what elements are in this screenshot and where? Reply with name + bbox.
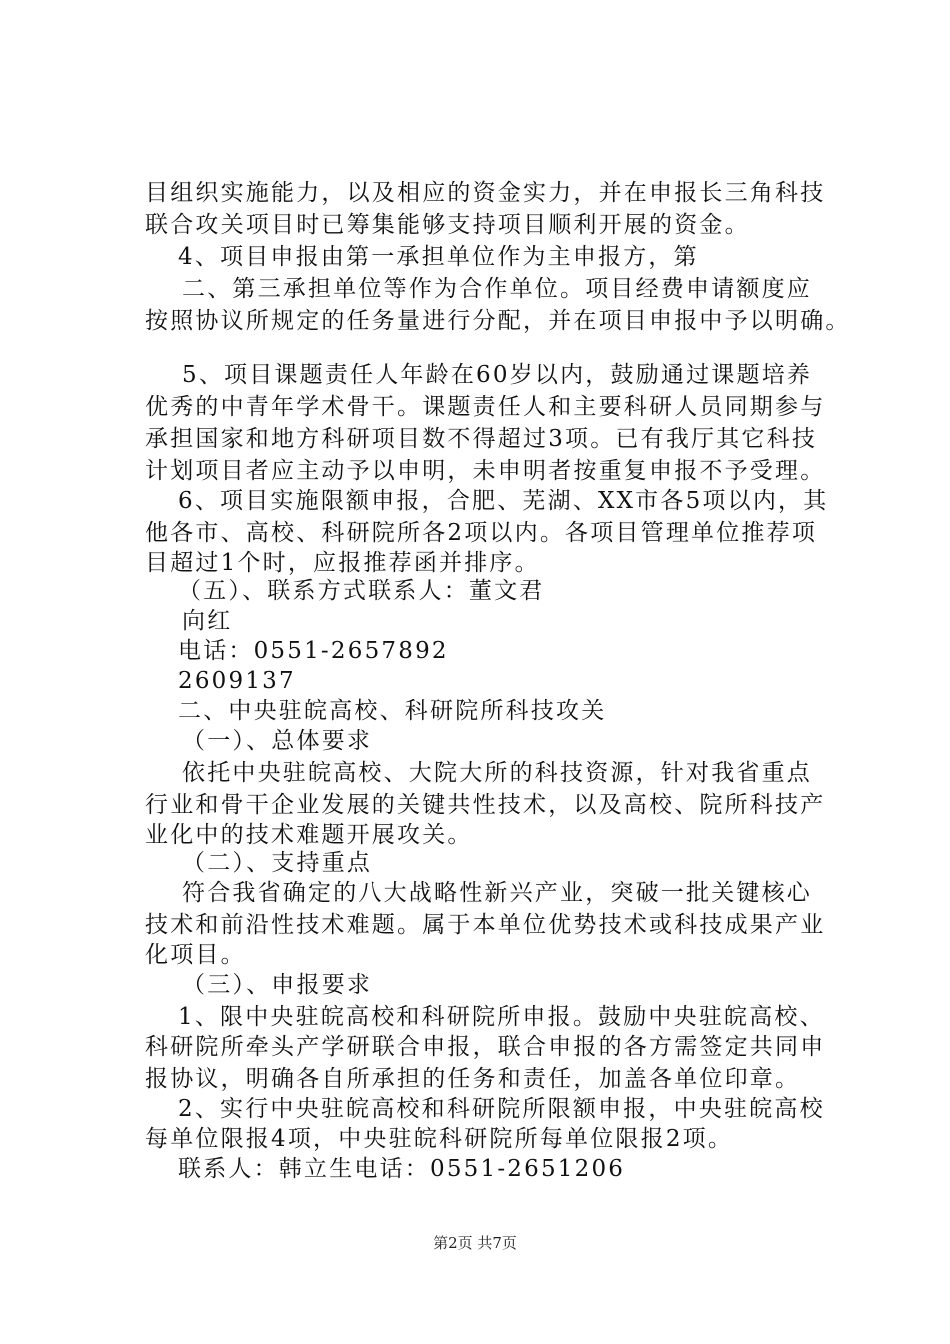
text-line: 业化中的技术难题开展攻关。	[145, 822, 473, 848]
text-line: 目超过1个时，应报推荐函并排序。	[145, 550, 540, 576]
text-line: 按照协议所规定的任务量进行分配，并在项目申报中予以明确。	[145, 308, 851, 334]
subsection-heading: （三）、申报要求	[182, 972, 373, 998]
text-line: 符合我省确定的八大战略性新兴产业，突破一批关键核心	[182, 880, 812, 906]
text-line: （五）、联系方式联系人：董文君	[178, 578, 545, 604]
text-line: 优秀的中青年学术骨干。课题责任人和主要科研人员同期参与	[145, 394, 826, 420]
text-line: 科研院所牵头产学研联合申报，联合申报的各方需签定共同申	[145, 1034, 826, 1060]
text-line: 承担国家和地方科研项目数不得超过3项。已有我厅其它科技	[145, 426, 818, 452]
text-line: 目组织实施能力，以及相应的资金实力，并在申报长三角科技	[145, 180, 826, 206]
text-line: 依托中央驻皖高校、大院大所的科技资源，针对我省重点	[182, 760, 812, 786]
text-line: 计划项目者应主动予以申明，未申明者按重复申报不予受理。	[145, 458, 826, 484]
text-line: 联合攻关项目时已筹集能够支持项目顺利开展的资金。	[145, 212, 750, 238]
text-line: 电话：0551-2657892	[178, 638, 449, 664]
page-footer: 第2页 共7页	[433, 1234, 517, 1252]
text-line: 5、项目课题责任人年龄在60岁以内，鼓励通过课题培养	[182, 362, 813, 388]
text-line: 每单位限报4项，中央驻皖科研院所每单位限报2项。	[145, 1126, 734, 1152]
text-line: 6、项目实施限额申报，合肥、芜湖、XX市各5项以内，其	[178, 488, 829, 514]
text-line: 1、限中央驻皖高校和科研院所申报。鼓励中央驻皖高校、	[178, 1004, 825, 1030]
text-line: 报协议，明确各自所承担的任务和责任，加盖各单位印章。	[145, 1066, 801, 1092]
section-heading: 二、中央驻皖高校、科研院所科技攻关	[178, 698, 607, 724]
text-line: 他各市、高校、科研院所各2项以内。各项目管理单位推荐项	[145, 520, 818, 546]
text-line: 化项目。	[145, 942, 246, 968]
subsection-heading: （一）、总体要求	[182, 728, 373, 754]
text-line: 向红	[182, 608, 233, 634]
text-line: 2、实行中央驻皖高校和科研院所限额申报，中央驻皖高校	[178, 1096, 825, 1122]
text-line: 2609137	[178, 668, 296, 694]
text-line: 4、项目申报由第一承担单位作为主申报方，第	[178, 244, 699, 270]
text-line: 行业和骨干企业发展的关键共性技术，以及高校、院所科技产	[145, 792, 826, 818]
text-line: 联系人：韩立生电话：0551-2651206	[178, 1156, 626, 1182]
text-line: 二、第三承担单位等作为合作单位。项目经费申请额度应	[182, 276, 812, 302]
subsection-heading: （二）、支持重点	[182, 850, 373, 876]
text-line: 技术和前沿性技术难题。属于本单位优势技术或科技成果产业	[145, 912, 826, 938]
